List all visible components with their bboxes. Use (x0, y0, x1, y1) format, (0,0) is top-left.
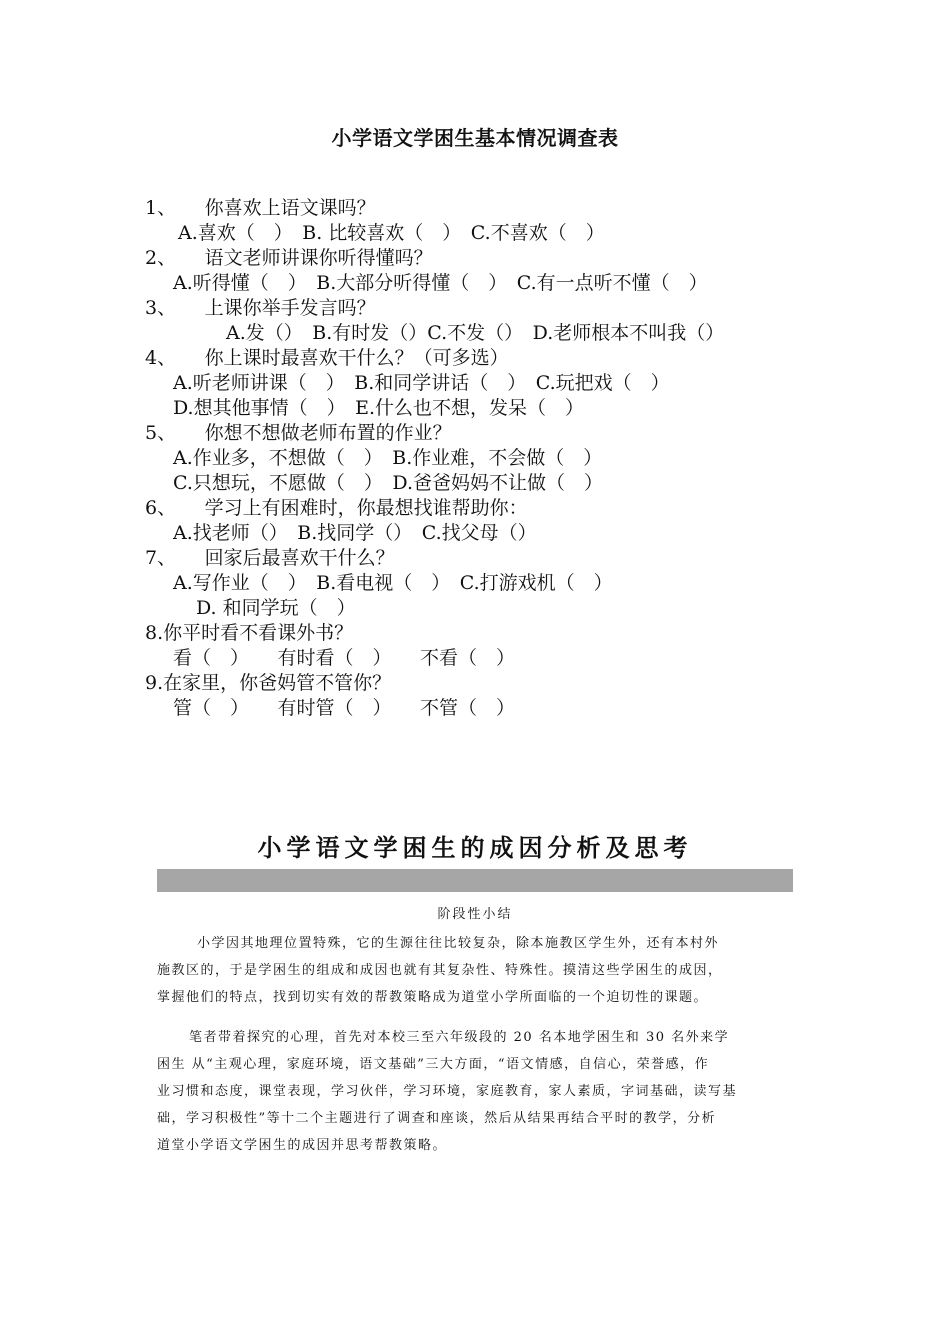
question-3: 3、 上课你举手发言吗？ (145, 297, 376, 319)
options-2: A.听得懂（ ） B.大部分听得懂（ ） C.有一点听不懂（ ） (173, 272, 708, 294)
analysis-paragraph-2 (157, 1024, 793, 1159)
paragraph-line: 道堂小学语文学困生的成因并思考帮教策略。 (157, 1138, 448, 1153)
options-1: A.喜欢（ ） B. 比较喜欢（ ） C.不喜欢（ ） (178, 222, 605, 244)
options-8: 看（ ） 有时看（ ） 不看（ ） (173, 647, 516, 669)
paragraph-line: 业习惯和态度，课堂表现，学习伙伴，学习环境，家庭教育，家人素质，字词基础，读写基 (157, 1084, 738, 1099)
options-7b: D. 和同学玩（ ） (196, 597, 356, 619)
paragraph-line: 困生 从“主观心理，家庭环境，语文基础”三大方面，“语文情感，自信心，荣誉感，作 (157, 1057, 710, 1072)
paragraph-line: 笔者带着探究的心理，首先对本校三至六年级段的 20 名本地学困生和 30 名外来学 (189, 1030, 730, 1045)
options-6: A.找老师（） B.找同学（） C.找父母（） (173, 522, 537, 544)
paragraph-line: 掌握他们的特点，找到切实有效的帮教策略成为道堂小学所面临的一个迫切性的课题。 (157, 990, 709, 1005)
options-3: A.发（） B.有时发（）C.不发（） D.老师根本不叫我（） (226, 322, 725, 344)
question-7: 7、 回家后最喜欢干什么？ (145, 547, 395, 569)
question-6: 6、 学习上有困难时，你最想找谁帮助你： (145, 497, 528, 519)
options-5b: C.只想玩，不愿做（ ） D.爸爸妈妈不让做（ ） (173, 472, 603, 494)
analysis-title: 小学语文学困生的成因分析及思考 (257, 833, 693, 862)
paragraph-line: 小学因其地理位置特殊，它的生源往往比较复杂，除本施教区学生外，还有本村外 (197, 936, 720, 951)
options-4a: A.听老师讲课（ ） B.和同学讲话（ ） C.玩把戏（ ） (173, 372, 670, 394)
question-9: 9.在家里，你爸妈管不管你？ (145, 672, 392, 694)
question-5: 5、 你想不想做老师布置的作业？ (145, 422, 452, 444)
options-7a: A.写作业（ ） B.看电视（ ） C.打游戏机（ ） (173, 572, 613, 594)
question-2: 2、 语文老师讲课你听得懂吗？ (145, 247, 433, 269)
paragraph-line: 施教区的，于是学困生的组成和成因也就有其复杂性、特殊性。摸清这些学困生的成因， (157, 963, 723, 978)
analysis-subtitle: 阶段性小结 (437, 907, 513, 922)
survey-title: 小学语文学困生基本情况调查表 (331, 126, 619, 150)
options-9: 管（ ） 有时管（ ） 不管（ ） (173, 697, 516, 719)
options-5a: A.作业多，不想做（ ） B.作业难，不会做（ ） (173, 447, 603, 469)
options-4b: D.想其他事情（ ） E.什么也不想，发呆（ ） (173, 397, 585, 419)
section-divider-bar (157, 869, 793, 892)
paragraph-line: 础，学习积极性”等十二个主题进行了调查和座谈，然后从结果再结合平时的教学，分析 (157, 1111, 717, 1126)
question-4: 4、 你上课时最喜欢干什么？（可多选） (145, 347, 509, 369)
analysis-paragraph-1 (157, 930, 793, 1011)
question-1: 1、 你喜欢上语文课吗？ (145, 197, 376, 219)
question-8: 8.你平时看不看课外书？ (145, 622, 354, 644)
